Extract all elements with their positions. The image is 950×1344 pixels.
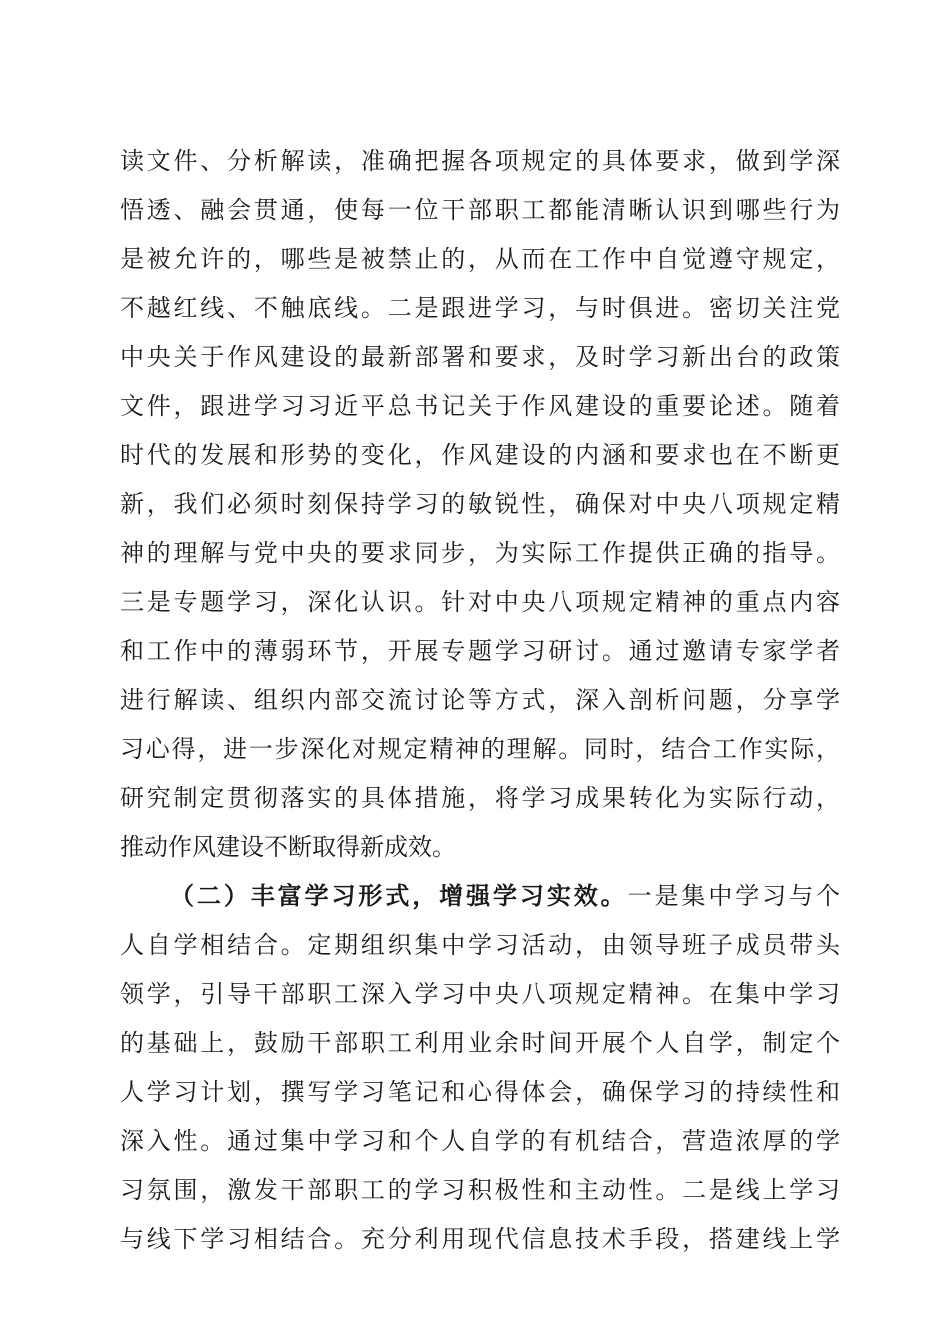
para1-line-14: 研究制定贯彻落实的具体措施，将学习成果转化为实际行动， [120,784,840,812]
para2-first-rest: 一是集中学习与个 [627,882,840,910]
para2-line-2: 人自学相结合。定期组织集中学习活动，由领导班子成员带头 [120,931,840,959]
para1-line-9: 神的理解与党中央的要求同步，为实际工作提供正确的指导。 [120,539,840,567]
para2-line-3: 领学，引导干部职工深入学习中央八项规定精神。在集中学习 [120,980,840,1008]
para2-line-8: 与线下学习相结合。充分利用现代信息技术手段，搭建线上学 [120,1225,840,1253]
para1-line-5: 中央关于作风建设的最新部署和要求，及时学习新出台的政策 [120,343,840,371]
para2-heading: （二）丰富学习形式，增强学习实效。 [170,881,628,910]
para1-line-13: 习心得，进一步深化对规定精神的理解。同时，结合工作实际， [120,735,840,763]
para1-line-1: 读文件、分析解读，准确把握各项规定的具体要求，做到学深 [120,147,840,175]
para1-line-15: 推动作风建设不断取得新成效。 [120,833,456,861]
para1-line-12: 进行解读、组织内部交流讨论等方式，深入剖析问题，分享学 [120,686,840,714]
para1-line-11: 和工作中的薄弱环节，开展专题学习研讨。通过邀请专家学者 [120,637,840,665]
para2-line-6: 深入性。通过集中学习和个人自学的有机结合，营造浓厚的学 [120,1127,840,1155]
para2-first-line [170,881,840,911]
para1-line-7: 时代的发展和形势的变化，作风建设的内涵和要求也在不断更 [120,441,840,469]
para1-line-8: 新，我们必须时刻保持学习的敏锐性，确保对中央八项规定精 [120,490,840,518]
para2-line-5: 人学习计划，撰写学习笔记和心得体会，确保学习的持续性和 [120,1078,840,1106]
para1-line-4: 不越红线、不触底线。二是跟进学习，与时俱进。密切关注党 [120,294,840,322]
para2-line-4: 的基础上，鼓励干部职工利用业余时间开展个人自学，制定个 [120,1029,840,1057]
para1-line-6: 文件，跟进学习习近平总书记关于作风建设的重要论述。随着 [120,392,840,420]
para2-line-7: 习氛围，激发干部职工的学习积极性和主动性。二是线上学习 [120,1176,840,1204]
para1-line-3: 是被允许的，哪些是被禁止的，从而在工作中自觉遵守规定， [120,245,840,273]
para1-line-10: 三是专题学习，深化认识。针对中央八项规定精神的重点内容 [120,588,840,616]
para1-line-2: 悟透、融会贯通，使每一位干部职工都能清晰认识到哪些行为 [120,196,840,224]
